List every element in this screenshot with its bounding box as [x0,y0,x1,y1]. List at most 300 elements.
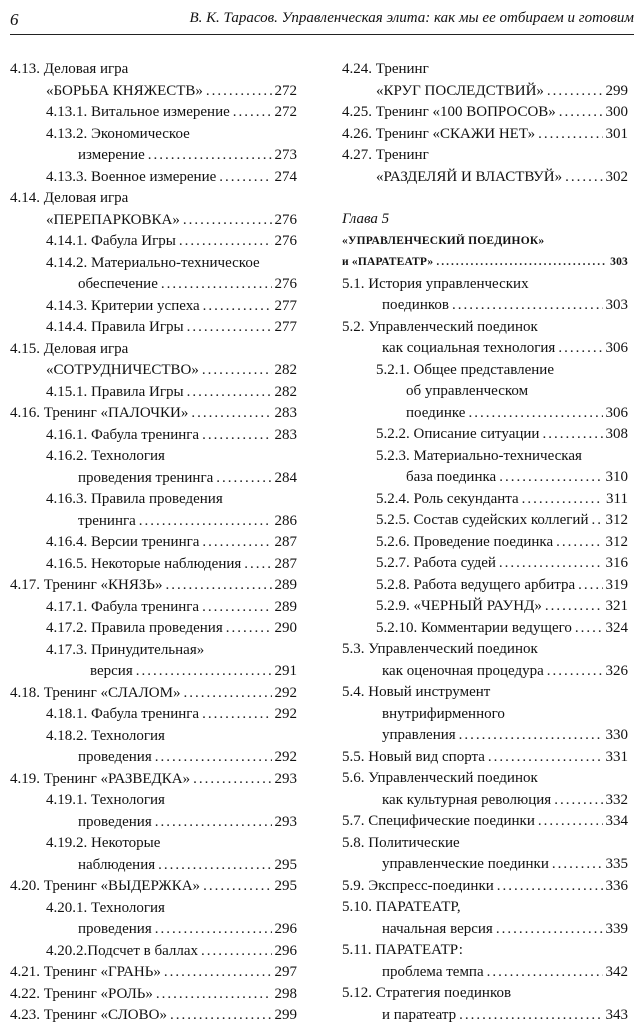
toc-page-number: 292 [274,749,297,765]
dot-leader [216,468,271,490]
toc-page-number: 319 [605,576,628,593]
dot-leader [203,876,271,898]
toc-left-entry [10,898,297,920]
dot-leader [542,424,602,446]
toc-page-number: 277 [274,319,297,335]
toc-page-number: 284 [274,469,297,486]
toc-entry-title: 4.14.1. Фабула Игры [46,233,176,249]
toc-entry-title: проведения [78,813,152,830]
toc-page-number: 276 [274,276,297,292]
toc-entry-title: Глава 5 [342,211,390,227]
toc-entry-title: 4.17.3. Принудительная» [46,641,205,658]
toc-page-number: 299 [274,1007,297,1023]
toc-right-entry [342,596,628,618]
toc-page-number: 289 [274,598,297,615]
dot-leader [552,854,603,876]
toc-page-number: 339 [605,920,628,937]
toc-left-entry [10,274,297,296]
toc-right-entry [342,575,628,597]
toc-left-entry [10,511,297,533]
toc-page-number: 272 [274,104,297,120]
dot-leader [183,210,272,232]
toc-page-number: 312 [605,533,628,550]
toc-entry-title: 5.2.6. Проведение поединка [376,533,554,550]
toc-left-entry [10,1005,297,1027]
dot-leader [468,403,602,425]
toc-left-entry [10,59,297,81]
toc-page-number: 283 [274,426,297,443]
dot-leader [547,81,603,103]
toc-right-entry [342,167,628,189]
toc-entry-title: поединке [406,404,466,421]
toc-page-number: 312 [605,512,628,528]
toc-entry-title: 4.16.5. Некоторые наблюдения [46,555,242,572]
dot-leader [202,532,271,554]
toc-right-entry [342,489,628,511]
toc-page-number: 311 [606,490,628,507]
toc-left-entry [10,296,297,318]
dot-leader [499,467,602,489]
toc-left-entry [10,167,297,189]
toc-entry-title: как социальная технология [382,340,556,356]
toc-entry-title: проведения тренинга [78,469,214,486]
toc-entry-title: версия [90,663,133,679]
toc-left-entry [10,726,297,748]
toc-right-entry [342,295,628,317]
toc-right-entry [342,81,628,103]
toc-right-entry [342,704,628,726]
toc-entry-title: 5.2.9. «ЧЕРНЫЙ РАУНД» [376,598,542,614]
toc-entry-title: 4.20.2.Подсчет в баллах [46,942,199,959]
toc-page-number: 276 [274,211,297,228]
toc-entry-title: 4.16.1. Фабула тренинга [46,426,200,443]
toc-entry-title: 5.2.1. Общее представление [376,361,554,378]
toc-entry-title: управления [382,727,456,743]
toc-right-entry [342,231,628,253]
dot-leader [558,338,602,360]
dot-leader [187,317,272,339]
dot-leader [156,984,272,1006]
toc-page-number: 282 [274,362,297,378]
toc-page-number: 274 [274,168,297,185]
toc-page-number: 276 [274,233,297,249]
toc-left-entry [10,253,297,275]
toc-entry-title: 5.2.4. Роль секунданта [376,490,519,507]
toc-page-number: 292 [274,684,297,701]
toc-right-entry [342,532,628,554]
dot-leader [556,532,602,554]
toc-entry-title: 5.9. Экспресс-поединки [342,877,494,894]
dot-leader [459,725,603,747]
toc-entry-title: 4.16.4. Версии тренинга [46,534,200,550]
toc-right-entry [342,768,628,790]
toc-right-entry [342,252,628,274]
toc-page-number: 331 [605,748,628,765]
dot-leader [206,81,272,103]
toc-right-entry [342,381,628,403]
toc-entry-title: 5.2.7. Работа судей [376,555,496,571]
toc-entry-title: 5.1. История управленческих [342,275,529,292]
toc-entry-title: «ПЕРЕПАРКОВКА» [46,211,180,228]
dot-leader [202,597,271,619]
toc-entry-title: об управленческом [406,383,529,399]
toc-entry-title: 4.18.1. Фабула тренинга [46,706,200,722]
dot-leader [575,618,603,640]
toc-left-entry [10,876,297,898]
toc-entry-title: обеспечение [78,276,158,292]
toc-entry-title: 4.14.2. Материально-техническое [46,254,260,271]
toc-right-entry [342,145,628,167]
dot-leader [158,855,271,877]
running-title: В. К. Тарасов. Управленческая элита: как мы ее отбираем и готовим [189,10,634,26]
toc-right-entry [342,618,628,640]
toc-right-entry [342,940,628,962]
toc-left-entry [10,554,297,576]
dot-leader [436,252,607,274]
dot-leader [202,425,271,447]
toc-entry-title: 5.8. Политические [342,834,460,851]
toc-left-entry [10,489,297,511]
toc-entry-title: 5.2.8. Работа ведущего арбитра [376,576,576,593]
toc-entry-title: 5.2. Управленческий поединок [342,318,538,335]
toc-left-entry [10,833,297,855]
toc-page-number: 293 [274,770,297,787]
dot-leader [187,382,272,404]
toc-page-number: 295 [274,856,297,873]
toc-right-entry [342,854,628,876]
toc-right-entry [342,553,628,575]
dot-leader [578,575,602,597]
toc-right-entry [342,403,628,425]
toc-entry-title: 4.16.3. Правила проведения [46,491,223,507]
dot-leader [170,1005,272,1027]
toc-entry-title: 4.27. Тренинг [342,147,429,163]
toc-entry-title: как оценочная процедура [382,662,544,679]
toc-entry-title: тренинга [78,512,136,529]
dot-leader [139,511,272,533]
toc-right-entry [342,833,628,855]
toc-left-entry [10,468,297,490]
dot-leader [148,145,272,167]
toc-left-entry [10,532,297,554]
toc-page-number: 306 [605,340,628,356]
toc-page-number: 282 [274,383,297,400]
toc-right-entry [342,790,628,812]
toc-entry-title: 5.3. Управленческий поединок [342,641,538,657]
toc-right-entry [342,747,628,769]
toc-entry-title: 4.17.1. Фабула тренинга [46,598,200,615]
toc-left-entry [10,704,297,726]
toc-entry-title: 4.25. Тренинг «100 ВОПРОСОВ» [342,104,556,120]
toc-right-entry [342,661,628,683]
toc-entry-title: 5.11. ПАРАТЕАТР: [342,942,463,958]
toc-page-number: 302 [605,168,628,185]
toc-left-entry [10,124,297,146]
dot-leader [155,812,272,834]
toc-right-entry [342,424,628,446]
toc-entry-title: база поединка [406,469,497,485]
toc-page-number: 342 [605,963,628,980]
toc-page-number: 287 [274,534,297,550]
dot-leader [219,167,271,189]
toc-right-entry [342,682,628,704]
toc-page-number: 326 [605,662,628,679]
toc-entry-title: управленческие поединки [382,856,549,872]
toc-page-number: 301 [605,125,628,142]
dot-leader [499,553,603,575]
toc-entry-title: «СОТРУДНИЧЕСТВО» [46,362,199,378]
dot-leader [165,575,271,597]
toc-right-entry [342,209,628,231]
dot-leader [155,747,272,769]
toc-entry-title: 5.10. ПАРАТЕАТР, [342,899,461,915]
toc-entry-title: 5.2.10. Комментарии ведущего [376,619,572,636]
dot-leader [545,596,603,618]
toc-left-entry [10,81,297,103]
toc-entry-title: 5.6. Управленческий поединок [342,770,538,786]
toc-entry-title: 5.2.5. Состав судейских коллегий [376,512,589,528]
toc-entry-title: «РАЗДЕЛЯЙ И ВЛАСТВУЙ» [376,168,563,185]
toc-right-entry [342,876,628,898]
toc-page-number: 292 [274,706,297,722]
toc-left-entry [10,102,297,124]
dot-leader [496,919,603,941]
toc-page-number: 277 [274,297,297,314]
toc-page-number: 332 [605,791,628,808]
toc-left-entry [10,661,297,683]
toc-entry-title: проведения [78,749,152,765]
toc-entry-title: 4.18.2. Технология [46,727,165,744]
dot-leader [547,661,603,683]
toc-page-number: 272 [274,82,297,99]
toc-left-entry [10,618,297,640]
toc-entry-title: 4.13.1. Витальное измерение [46,104,230,120]
toc-entry-title: 4.17.2. Правила проведения [46,620,223,636]
toc-entry-title: 4.14. Деловая игра [10,190,129,206]
dot-leader [164,962,272,984]
toc-page-number: 336 [605,877,628,894]
toc-right-entry [342,639,628,661]
toc-entry-title: 5.4. Новый инструмент [342,684,491,700]
dot-leader [554,790,602,812]
toc-left-entry [10,683,297,705]
toc-entry-title: 4.14.4. Правила Игры [46,319,184,335]
toc-entry-title: 5.7. Специфические поединки [342,813,535,829]
dot-leader [183,683,271,705]
toc-page-number: 303 [605,297,628,313]
toc-entry-title: 4.20.1. Технология [46,899,165,916]
toc-entry-title: 4.13.3. Военное измерение [46,168,217,185]
toc-left-entry [10,188,297,210]
toc-right-entry [342,962,628,984]
toc-entry-title: 4.20. Тренинг «ВЫДЕРЖКА» [10,878,201,894]
toc-entry-title: 4.26. Тренинг «СКАЖИ НЕТ» [342,125,536,142]
toc-page-number: 283 [274,405,297,421]
toc-entry-title: 4.23. Тренинг «СЛОВО» [10,1007,167,1023]
toc-right-entry [342,725,628,747]
toc-right-entry [342,919,628,941]
toc-entry-title: 4.18. Тренинг «СЛАЛОМ» [10,684,181,701]
toc-entry-title: 4.13. Деловая игра [10,61,129,77]
toc-page-number: 330 [605,727,628,743]
toc-page-number: 298 [274,985,297,1002]
toc-entry-title: внутрифирменного [382,705,505,722]
toc-right-entry [342,317,628,339]
toc-right-entry [342,59,628,81]
dot-leader [136,661,272,683]
dot-leader [538,811,603,833]
toc-page-number: 290 [274,620,297,636]
toc-page-number: 321 [605,598,628,614]
toc-entry-title: 4.21. Тренинг «ГРАНЬ» [10,964,161,980]
toc-right-entry [342,897,628,919]
toc-right-entry [342,338,628,360]
toc-right-entry [342,360,628,382]
toc-entry-title: «БОРЬБА КНЯЖЕСТВ» [46,82,203,99]
dot-leader [538,124,602,146]
toc-left-entry [10,962,297,984]
toc-entry-title: 5.12. Стратегия поединков [342,985,512,1001]
dot-leader [203,296,272,318]
dot-leader [459,1005,602,1027]
toc-page-number: 334 [605,813,628,829]
dot-leader [155,919,272,941]
toc-page-number: 300 [605,104,628,120]
dot-leader [179,231,272,253]
dot-leader [202,704,271,726]
dot-leader [487,962,603,984]
dot-leader [202,360,272,382]
toc-entry-title: 4.15. Деловая игра [10,340,129,357]
toc-left-entry [10,640,297,662]
toc-left-entry [10,360,297,382]
toc-page-number: 308 [605,426,628,442]
toc-page-number: 303 [610,256,628,268]
toc-entry-title: 5.2.3. Материально-техническая [376,447,582,464]
toc-page-number: 289 [274,577,297,593]
toc-left-entry [10,747,297,769]
toc-page-number: 335 [605,856,628,872]
toc-left-entry [10,446,297,468]
toc-page-number: 297 [274,964,297,980]
toc-entry-title: проведения [78,921,152,937]
toc-page-number: 286 [274,512,297,529]
toc-entry-title: начальная версия [382,920,493,937]
dot-leader [565,167,602,189]
toc-entry-title: 4.14.3. Критерии успеха [46,297,200,314]
toc-left-entry [10,769,297,791]
dot-leader [452,295,603,317]
toc-right-entry [342,467,628,489]
dot-leader [488,747,603,769]
page-number: 6 [10,10,19,29]
toc-entry-title: «КРУГ ПОСЛЕДСТВИЙ» [376,82,544,99]
toc-entry-title: 4.19. Тренинг «РАЗВЕДКА» [10,770,191,787]
toc-right-entry [342,446,628,468]
dot-leader [233,102,272,124]
toc-left-entry [10,575,297,597]
toc-entry-title: поединков [382,297,449,313]
toc-left-entry [10,812,297,834]
toc-page-number: 293 [274,813,297,830]
dot-leader [193,769,271,791]
toc-entry-title: 4.19.1. Технология [46,792,165,808]
toc-page-number: 343 [605,1006,628,1023]
toc-page-number: 273 [274,147,297,163]
toc-left-entry [10,790,297,812]
toc-page-number: 324 [605,619,628,636]
toc-left-column [10,59,297,1027]
toc-right-column [342,59,628,1026]
toc-left-entry [10,210,297,232]
toc-entry-title: «УПРАВЛЕНЧЕСКИЙ ПОЕДИНОК» [342,234,545,247]
toc-left-entry [10,317,297,339]
toc-entry-title: проблема темпа [382,963,484,980]
toc-left-entry [10,403,297,425]
running-header [10,6,634,35]
toc-page-number: 296 [274,921,297,937]
toc-page-number: 296 [274,942,297,959]
toc-left-entry [10,145,297,167]
toc-right-entry [342,510,628,532]
toc-left-entry [10,339,297,361]
toc-page-number: 291 [274,663,297,679]
toc-page-number: 306 [605,404,628,421]
dot-leader [226,618,272,640]
toc-entry-title: 4.13.2. Экономическое [46,125,190,142]
toc-entry-title: 4.16.2. Технология [46,448,165,464]
toc-left-entry [10,941,297,963]
toc-left-entry [10,231,297,253]
toc-entry-title: 4.24. Тренинг [342,61,429,77]
toc-entry-title: измерение [78,147,145,163]
dot-leader [522,489,603,511]
toc-right-entry [342,811,628,833]
toc-entry-title: 4.15.1. Правила Игры [46,383,184,400]
dot-leader [591,510,602,532]
toc-entry-title: и «ПАРАТЕАТР» [342,256,434,268]
toc-right-entry [342,102,628,124]
toc-left-entry [10,919,297,941]
toc-right-entry [342,124,628,146]
toc-left-entry [10,984,297,1006]
dot-leader [191,403,271,425]
toc-left-entry [10,855,297,877]
toc-entry-title: 5.5. Новый вид спорта [342,748,485,765]
dot-leader [497,876,603,898]
toc-entry-title: 4.17. Тренинг «КНЯЗЬ» [10,577,163,593]
toc-right-entry [342,1005,628,1027]
toc-entry-title: наблюдения [78,856,156,873]
toc-entry-title: как культурная революция [382,791,552,808]
toc-left-entry [10,382,297,404]
toc-right-entry [342,274,628,296]
toc-right-entry [342,983,628,1005]
dot-leader [201,941,271,963]
toc-left-entry [10,597,297,619]
toc-entry-title: 4.19.2. Некоторые [46,835,161,851]
dot-leader [244,554,271,576]
toc-left-entry [10,425,297,447]
toc-entry-title: 5.2.2. Описание ситуации [376,426,540,442]
toc-page-number: 295 [274,878,297,894]
toc-page-number: 316 [605,555,628,571]
toc-entry-title: и паратеатр [382,1006,457,1023]
toc-entry-title: 4.22. Тренинг «РОЛЬ» [10,985,153,1002]
dot-leader [559,102,603,124]
toc-page-number: 310 [605,469,628,485]
toc-page-number: 287 [274,555,297,572]
